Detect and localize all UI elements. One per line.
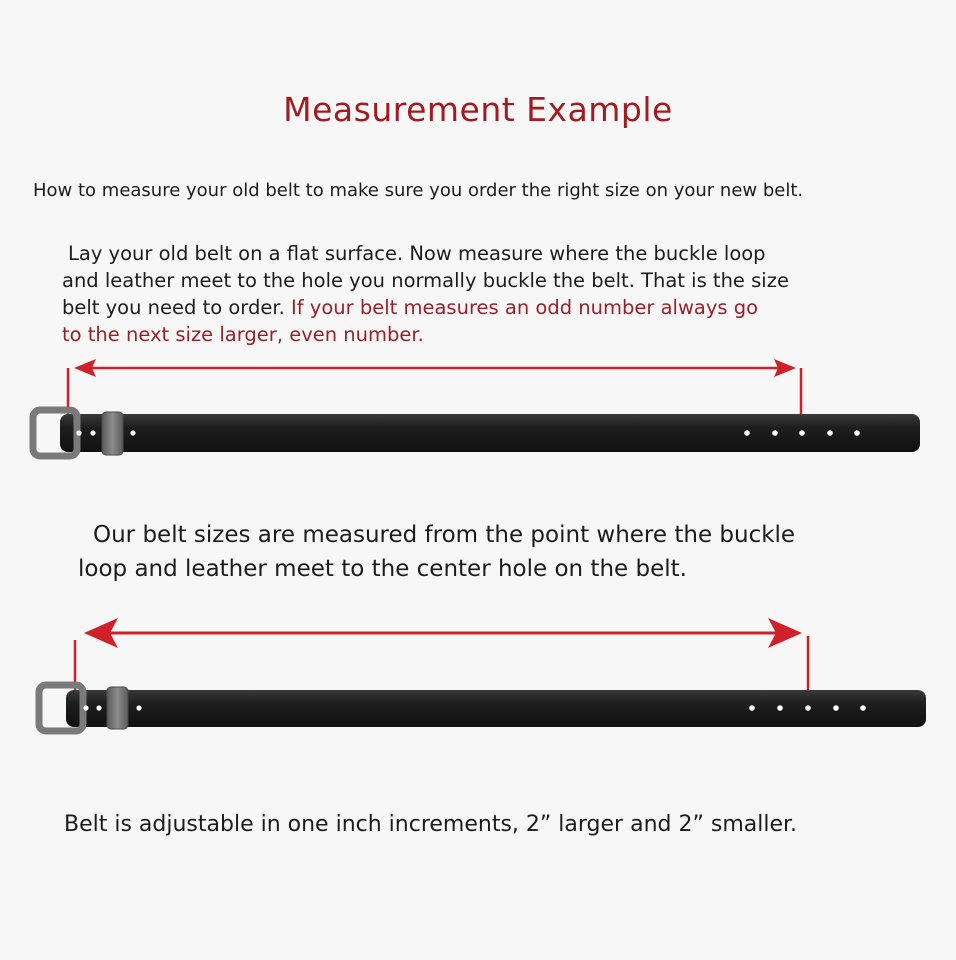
instructions-line-2: and leather meet to the hole you normally buckle the belt. That is the size xyxy=(62,269,789,292)
instructions-line-1: Lay your old belt on a flat surface. Now measure where the buckle loop xyxy=(68,242,766,265)
belt-strap xyxy=(66,690,926,727)
intro-text: How to measure your old belt to make sure you order the right size on your new belt. xyxy=(33,180,804,201)
odd-number-warning: If your belt measures an odd number always go xyxy=(290,296,759,319)
belt-sizes-line-2: loop and leather meet to the center hole on the belt. xyxy=(78,556,687,582)
belt-loop xyxy=(107,687,128,729)
adjustability-note: Belt is adjustable in one inch increments, 2” larger and 2” smaller. xyxy=(64,812,798,837)
belt-strap xyxy=(60,414,920,452)
measurement-arrow xyxy=(75,618,808,700)
belt-sizes-line-1: Our belt sizes are measured from the point where the buckle xyxy=(93,522,796,548)
belt-loop xyxy=(102,412,123,455)
old-belt-diagram xyxy=(33,359,920,456)
instructions-line-3-text: belt you need to order. xyxy=(62,296,291,319)
odd-number-warning-cont: to the next size larger, even number. xyxy=(62,323,424,346)
our-belt-diagram xyxy=(39,618,926,731)
page-title: Measurement Example xyxy=(283,90,673,129)
